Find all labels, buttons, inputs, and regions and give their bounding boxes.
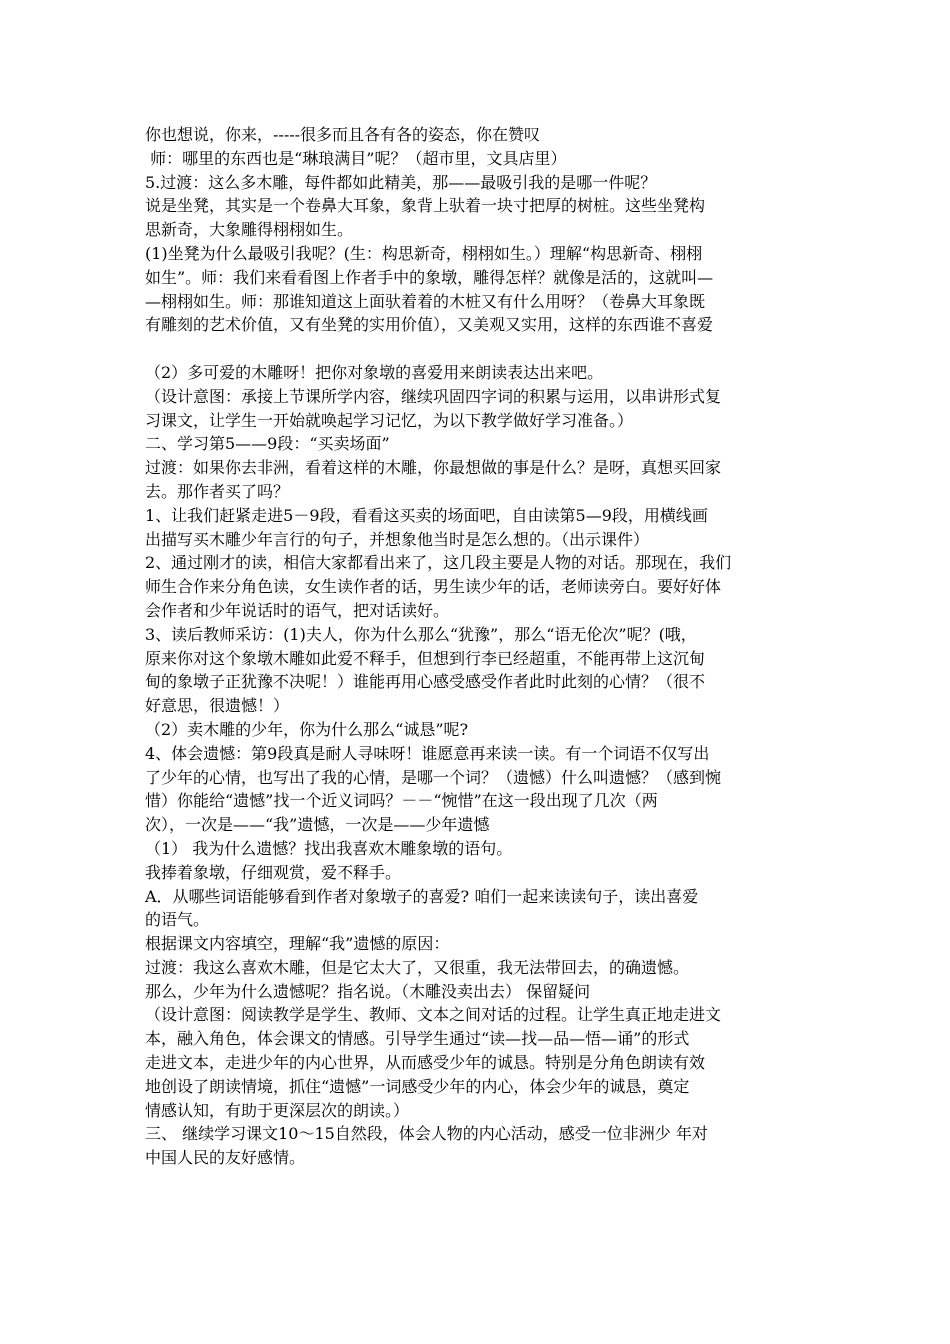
text-line: 好意思，很遗憾！） [145, 696, 290, 716]
text-line: （1） 我为什么遗憾？找出我喜欢木雕象墩的语句。 [145, 838, 513, 858]
text-line: 原来你对这个象墩木雕如此爱不释手，但想到行李已经超重，不能再带上这沉甸 [145, 648, 706, 668]
text-line: 师：哪里的东西也是“琳琅满目”呢？（超市里，文具店里） [145, 148, 567, 168]
text-line: 中国人民的友好感情。 [145, 1148, 306, 1168]
text-line: 思新奇，大象雕得栩栩如生。 [145, 220, 354, 240]
text-line: 你也想说，你来，-----很多而且各有各的姿态，你在赞叹 [145, 125, 541, 144]
blank-line [145, 337, 813, 361]
text-line: 惜）你能给“遗憾”找一个近义词吗？－－“惋惜”在这一段出现了几次（两 [145, 791, 658, 811]
text-line: 过渡：我这么喜欢木雕，但是它太大了，又很重，我无法带回去，的确遗憾。 [145, 957, 690, 977]
text-line: 说是坐凳，其实是一个卷鼻大耳象，象背上驮着一块寸把厚的树桩。这些坐凳构 [145, 196, 706, 216]
text-line: 有雕刻的艺术价值，又有坐凳的实用价值），又美观又实用，这样的东西谁不喜爱 [145, 315, 714, 335]
text-line: （2）卖木雕的少年，你为什么那么“诚恳”呢? [145, 719, 469, 739]
text-line: 的语气。 [145, 910, 210, 930]
text-line: (1)坐凳为什么最吸引我呢？(生：构思新奇，栩栩如生。）理解“构思新奇、栩栩 [145, 243, 703, 263]
text-line: A．从哪些词语能够看到作者对象墩子的喜爱? 咱们一起来读读句子，读出喜爱 [145, 886, 699, 906]
text-line: 那么，少年为什么遗憾呢？指名说。（木雕没卖出去） 保留疑问 [145, 981, 591, 1001]
text-line: 5.过渡：这么多木雕，每件都如此精美，那——最吸引我的是哪一件呢？ [145, 172, 657, 192]
text-line: —栩栩如生。师：那谁知道这上面驮着着的木桩又有什么用呀？（卷鼻大耳象既 [145, 291, 706, 311]
text-line: （设计意图：阅读教学是学生、教师、文本之间对话的过程。让学生真正地走进文 [145, 1005, 722, 1025]
text-line: 会作者和少年说话时的语气，把对话读好。 [145, 600, 450, 620]
text-line: 1、让我们赶紧走进5－9段，看看这买卖的场面吧，自由读第5—9段，用横线画 [145, 505, 708, 525]
text-line: 根据课文内容填空，理解“我”遗憾的原因： [145, 934, 450, 954]
text-line: 去。那作者买了吗？ [145, 481, 290, 501]
text-line: 师生合作来分角色读，女生读作者的话，男生读少年的话，老师读旁白。要好好体 [145, 577, 722, 597]
text-line: 我捧着象墩，仔细观赏，爱不释手。 [145, 862, 402, 882]
text-line: 3、读后教师采访：(1)夫人，你为什么那么“犹豫”，那么“语无伦次”呢？(哦， [145, 624, 697, 644]
text-line: （2）多可爱的木雕呀！把你对象墩的喜爱用来朗读表达出来吧。 [145, 362, 604, 382]
text-line: 甸的象墩子正犹豫不决呢！）谁能再用心感受感受作者此时此刻的心情？（很不 [145, 672, 706, 692]
text-line: 4、体会遗憾：第9段真是耐人寻味呀！谁愿意再来读一读。有一个词语不仅写出 [145, 743, 710, 763]
text-line: 三、 继续学习课文10～15自然段，体会人物的内心活动，感受一位非洲少 年对 [145, 1124, 708, 1144]
text-line: 如生”。师：我们来看看图上作者手中的象墩，雕得怎样？就像是活的，这就叫— [145, 267, 714, 287]
text-line: 二、学习第5——9段：“买卖场面” [145, 434, 390, 454]
text-line: 走进文本，走进少年的内心世界，从而感受少年的诚恳。特别是分角色朗读有效 [145, 1053, 706, 1073]
text-line: （设计意图：承接上节课所学内容，继续巩固四字词的积累与运用，以串讲形式复 [145, 386, 722, 406]
text-line: 次），一次是——“我”遗憾，一次是——少年遗憾 [145, 815, 490, 835]
text-line: 2、通过刚才的读，相信大家都看出来了，这几段主要是人物的对话。那现在，我们 [145, 553, 732, 573]
text-line: 了少年的心情，也写出了我的心情，是哪一个词？（遗憾）什么叫遗憾？（感到惋 [145, 767, 722, 787]
text-line: 本，融入角色，体会课文的情感。引导学生通过“读—找—品—悟—诵”的形式 [145, 1029, 690, 1049]
text-line: 出描写买木雕少年言行的句子，并想象他当时是怎么想的。（出示课件） [145, 529, 650, 549]
text-line: 情感认知，有助于更深层次的朗读。） [145, 1100, 410, 1120]
text-line: 地创设了朗读情境，抓住“遗憾”一词感受少年的内心，体会少年的诚恳，奠定 [145, 1076, 690, 1096]
text-line: 过渡：如果你去非洲，看着这样的木雕，你最想做的事是什么？是呀，真想买回家 [145, 458, 722, 478]
document-body [145, 123, 813, 1170]
text-line: 习课文，让学生一开始就唤起学习记忆，为以下教学做好学习准备。） [145, 410, 634, 430]
